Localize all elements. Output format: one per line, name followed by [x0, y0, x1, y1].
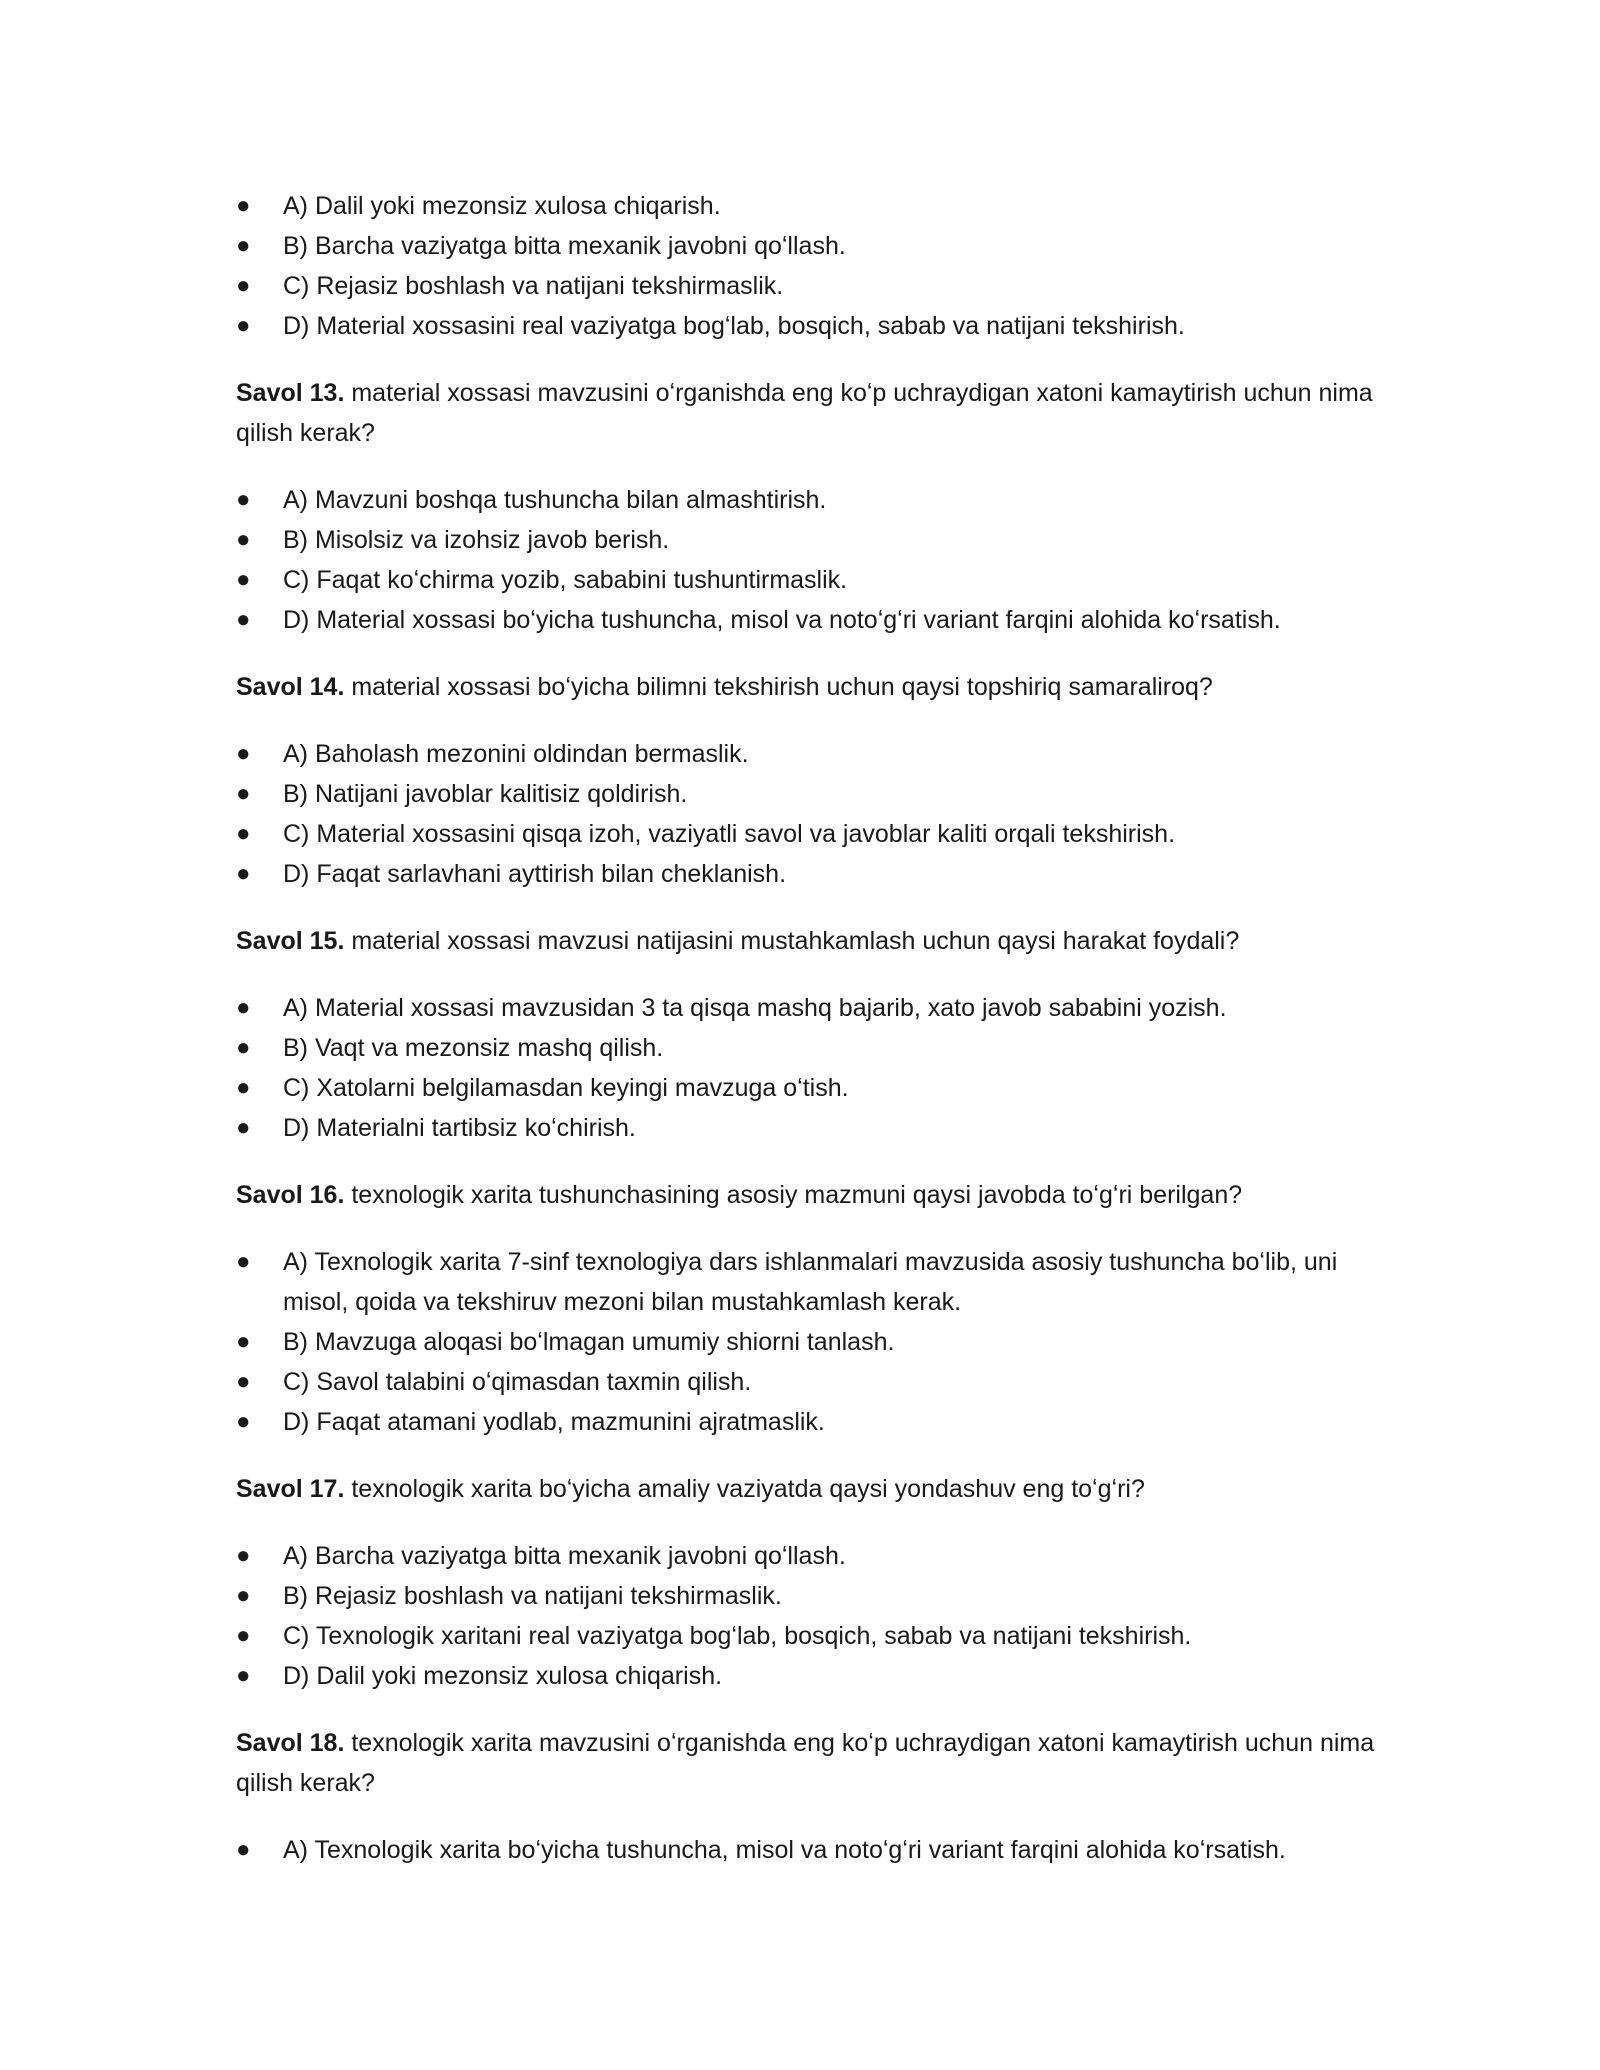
option-text: C) Xatolarni belgilamasdan keyingi mavzuga oʻtish. — [283, 1074, 849, 1102]
list-item — [236, 600, 1376, 640]
option-text: B) Vaqt va mezonsiz mashq qilish. — [283, 1034, 664, 1062]
bullet-icon: ● — [236, 232, 251, 259]
option-list-q14 — [236, 734, 1376, 894]
option-list-q16 — [236, 1242, 1376, 1442]
option-text: B) Misolsiz va izohsiz javob berish. — [283, 526, 670, 554]
bullet-icon: ● — [236, 566, 251, 593]
option-text: D) Faqat atamani yodlab, mazmunini ajratmaslik. — [283, 1408, 825, 1436]
bullet-icon: ● — [236, 1542, 251, 1569]
list-item — [236, 1830, 1376, 1870]
option-text: C) Texnologik xaritani real vaziyatga bogʻlab, bosqich, sabab va natijani tekshirish. — [283, 1622, 1192, 1650]
question-13 — [236, 373, 1376, 453]
list-item — [236, 520, 1376, 560]
option-text: A) Barcha vaziyatga bitta mexanik javobni qoʻllash. — [283, 1542, 846, 1570]
bullet-icon: ● — [236, 606, 251, 633]
option-list-q13 — [236, 480, 1376, 640]
list-item — [236, 1068, 1376, 1108]
bullet-icon: ● — [236, 1622, 251, 1649]
list-item — [236, 306, 1376, 346]
list-item — [236, 1108, 1376, 1148]
option-list-q15 — [236, 988, 1376, 1148]
option-text: A) Texnologik xarita boʻyicha tushuncha, misol va notoʻgʻri variant farqini alohida koʻrsatish. — [283, 1836, 1286, 1864]
question-15 — [236, 921, 1376, 961]
option-text: D) Material xossasi boʻyicha tushuncha, misol va notoʻgʻri variant farqini alohida koʻrsatish. — [283, 606, 1281, 634]
list-item — [236, 226, 1376, 266]
list-item — [236, 1656, 1376, 1696]
list-item — [236, 814, 1376, 854]
list-item — [236, 480, 1376, 520]
option-text: D) Faqat sarlavhani ayttirish bilan cheklanish. — [283, 860, 787, 888]
question-number: Savol 17. — [236, 1475, 345, 1503]
option-text: A) Mavzuni boshqa tushuncha bilan almashtirish. — [283, 486, 827, 514]
bullet-icon: ● — [236, 1248, 251, 1275]
option-text: C) Faqat koʻchirma yozib, sababini tushuntirmaslik. — [283, 566, 848, 594]
question-number: Savol 18. — [236, 1729, 345, 1757]
bullet-icon: ● — [236, 486, 251, 513]
question-16 — [236, 1175, 1376, 1215]
bullet-icon: ● — [236, 860, 251, 887]
bullet-icon: ● — [236, 1034, 251, 1061]
question-text: texnologik xarita boʻyicha amaliy vaziyatda qaysi yondashuv eng toʻgʻri? — [344, 1475, 1145, 1503]
bullet-icon: ● — [236, 994, 251, 1021]
option-text: D) Materialni tartibsiz koʻchirish. — [283, 1114, 636, 1142]
bullet-icon: ● — [236, 1662, 251, 1689]
question-17 — [236, 1469, 1376, 1509]
bullet-icon: ● — [236, 780, 251, 807]
question-text: texnologik xarita mavzusini oʻrganishda eng koʻp uchraydigan xatoni kamaytirish uchun nima qilish kerak? — [236, 1729, 1375, 1797]
option-text: D) Dalil yoki mezonsiz xulosa chiqarish. — [283, 1662, 723, 1690]
bullet-icon: ● — [236, 1836, 251, 1863]
option-list-q12 — [236, 186, 1376, 346]
list-item — [236, 266, 1376, 306]
bullet-icon: ● — [236, 192, 251, 219]
list-item — [236, 1616, 1376, 1656]
option-text: B) Mavzuga aloqasi boʻlmagan umumiy shiorni tanlash. — [283, 1328, 895, 1356]
option-text: B) Rejasiz boshlash va natijani tekshirmaslik. — [283, 1582, 782, 1610]
bullet-icon: ● — [236, 1582, 251, 1609]
list-item — [236, 186, 1376, 226]
list-item — [236, 988, 1376, 1028]
option-list-q18 — [236, 1830, 1376, 1870]
bullet-icon: ● — [236, 740, 251, 767]
question-text: texnologik xarita tushunchasining asosiy mazmuni qaysi javobda toʻgʻri berilgan? — [344, 1181, 1243, 1209]
question-text: material xossasi mavzusini oʻrganishda eng koʻp uchraydigan xatoni kamaytirish uchun nima qilish kerak? — [236, 379, 1373, 447]
option-text: B) Barcha vaziyatga bitta mexanik javobni qoʻllash. — [283, 232, 846, 260]
question-text: material xossasi boʻyicha bilimni tekshirish uchun qaysi topshiriq samaraliroq? — [344, 673, 1213, 701]
list-item — [236, 1362, 1376, 1402]
bullet-icon: ● — [236, 820, 251, 847]
bullet-icon: ● — [236, 1114, 251, 1141]
list-item — [236, 1536, 1376, 1576]
list-item — [236, 774, 1376, 814]
list-item — [236, 854, 1376, 894]
option-text: C) Material xossasini qisqa izoh, vaziyatli savol va javoblar kaliti orqali tekshirish. — [283, 820, 1176, 848]
list-item — [236, 1576, 1376, 1616]
question-number: Savol 15. — [236, 927, 345, 955]
list-item — [236, 1028, 1376, 1068]
question-number: Savol 16. — [236, 1181, 345, 1209]
list-item — [236, 1322, 1376, 1362]
bullet-icon: ● — [236, 312, 251, 339]
bullet-icon: ● — [236, 1368, 251, 1395]
question-14 — [236, 667, 1376, 707]
option-text: D) Material xossasini real vaziyatga bogʻlab, bosqich, sabab va natijani tekshirish. — [283, 312, 1185, 340]
option-text: C) Rejasiz boshlash va natijani tekshirmaslik. — [283, 272, 784, 300]
document-page — [236, 186, 1376, 1870]
option-text: A) Material xossasi mavzusidan 3 ta qisqa mashq bajarib, xato javob sababini yozish. — [283, 994, 1227, 1022]
list-item — [236, 734, 1376, 774]
option-text: B) Natijani javoblar kalitisiz qoldirish. — [283, 780, 688, 808]
list-item — [236, 1242, 1376, 1322]
list-item — [236, 560, 1376, 600]
question-text: material xossasi mavzusi natijasini mustahkamlash uchun qaysi harakat foydali? — [344, 927, 1240, 955]
bullet-icon: ● — [236, 1408, 251, 1435]
question-number: Savol 13. — [236, 379, 345, 407]
question-number: Savol 14. — [236, 673, 345, 701]
option-text: C) Savol talabini oʻqimasdan taxmin qilish. — [283, 1368, 752, 1396]
option-list-q17 — [236, 1536, 1376, 1696]
bullet-icon: ● — [236, 272, 251, 299]
question-18 — [236, 1723, 1376, 1803]
option-text: A) Baholash mezonini oldindan bermaslik. — [283, 740, 749, 768]
option-text: A) Texnologik xarita 7-sinf texnologiya dars ishlanmalari mavzusida asosiy tushuncha boʻlib, uni misol, qoida va tekshiruv mezoni bilan mustahkamlash kerak. — [283, 1248, 1338, 1316]
bullet-icon: ● — [236, 526, 251, 553]
option-text: A) Dalil yoki mezonsiz xulosa chiqarish. — [283, 192, 721, 220]
list-item — [236, 1402, 1376, 1442]
bullet-icon: ● — [236, 1328, 251, 1355]
bullet-icon: ● — [236, 1074, 251, 1101]
